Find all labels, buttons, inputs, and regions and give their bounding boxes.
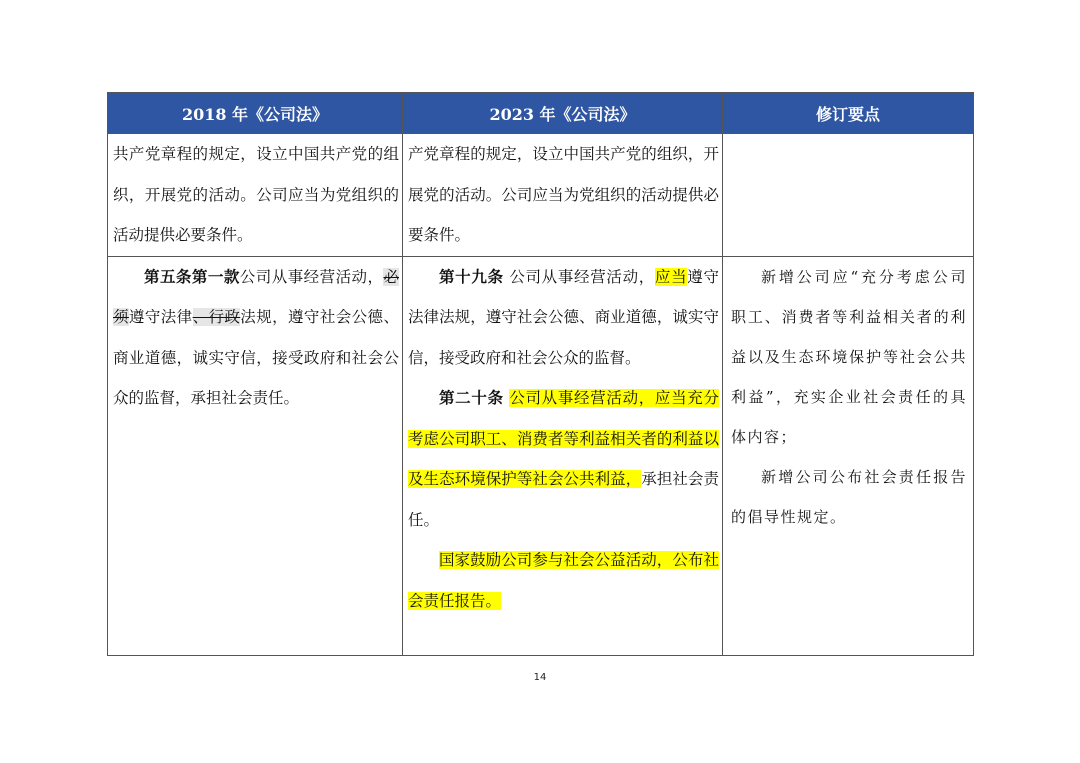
cell-notes-text <box>723 257 973 537</box>
article-number: 第五条第一款 <box>144 266 240 286</box>
cell-notes <box>723 256 974 655</box>
cell-2023 <box>403 256 723 655</box>
highlighted-text: 公司从事经营活动，应当充分考虑公司职工、消费者等利益相关者的利益以及生态环境保护等社会公共利益， <box>408 389 719 488</box>
deleted-text: 、行政 <box>192 308 241 326</box>
article-paragraph <box>408 257 719 379</box>
cell-2023-text: 产党章程的规定，设立中国共产党的组织，开展党的活动。公司应当为党组织的活动提供必要条件。 <box>408 145 719 244</box>
cell-notes <box>723 134 974 257</box>
article-number: 第十九条 <box>439 266 504 286</box>
comparison-table <box>107 92 974 656</box>
cell-2018 <box>108 134 403 257</box>
cell-2023 <box>403 134 723 257</box>
table-row <box>108 134 974 257</box>
text-span: 承担社会责任。 <box>408 470 719 529</box>
article-paragraph <box>408 540 719 621</box>
highlighted-text: 应当 <box>654 267 688 286</box>
cell-2023-text <box>403 257 722 622</box>
article-paragraph <box>408 378 719 540</box>
text-span: 遵守法律法规，遵守社会公德、商业道德，诚实守信，接受政府和社会公众的监督。 <box>408 267 719 367</box>
text-span: 公司从事经营活动， <box>239 267 384 286</box>
note-paragraph: 新增公司应“充分考虑公司职工、消费者等利益相关者的利益以及生态环境保护等社会公共利益”，充实企业社会责任的具体内容； <box>731 267 967 446</box>
header-2023: 2023 年《公司法》 <box>403 93 723 134</box>
header-2018: 2018 年《公司法》 <box>108 93 403 134</box>
table-header-row <box>108 93 974 134</box>
cell-2018-text: 共产党章程的规定，设立中国共产党的组织，开展党的活动。公司应当为党组织的活动提供必要条件。 <box>113 145 399 244</box>
article-paragraph <box>113 257 399 419</box>
header-notes: 修订要点 <box>723 93 974 134</box>
page-number: 14 <box>533 672 547 683</box>
table-row <box>108 256 974 655</box>
article-number: 第二十条 <box>439 388 504 407</box>
note-paragraph: 新增公司公布社会责任报告的倡导性规定。 <box>731 467 967 526</box>
text-span: 法规，遵守社会公德、商业道德，诚实守信，接受政府和社会公众的监督，承担社会责任。 <box>113 308 399 407</box>
cell-2018 <box>108 256 403 655</box>
text-span: 遵守法律 <box>128 308 193 326</box>
deleted-text: 必须 <box>113 267 399 326</box>
highlighted-text: 国家鼓励公司参与社会公益活动，公布社会责任报告。 <box>408 551 719 610</box>
text-span: 公司从事经营活动， <box>509 267 655 286</box>
cell-2018-text <box>108 257 402 419</box>
